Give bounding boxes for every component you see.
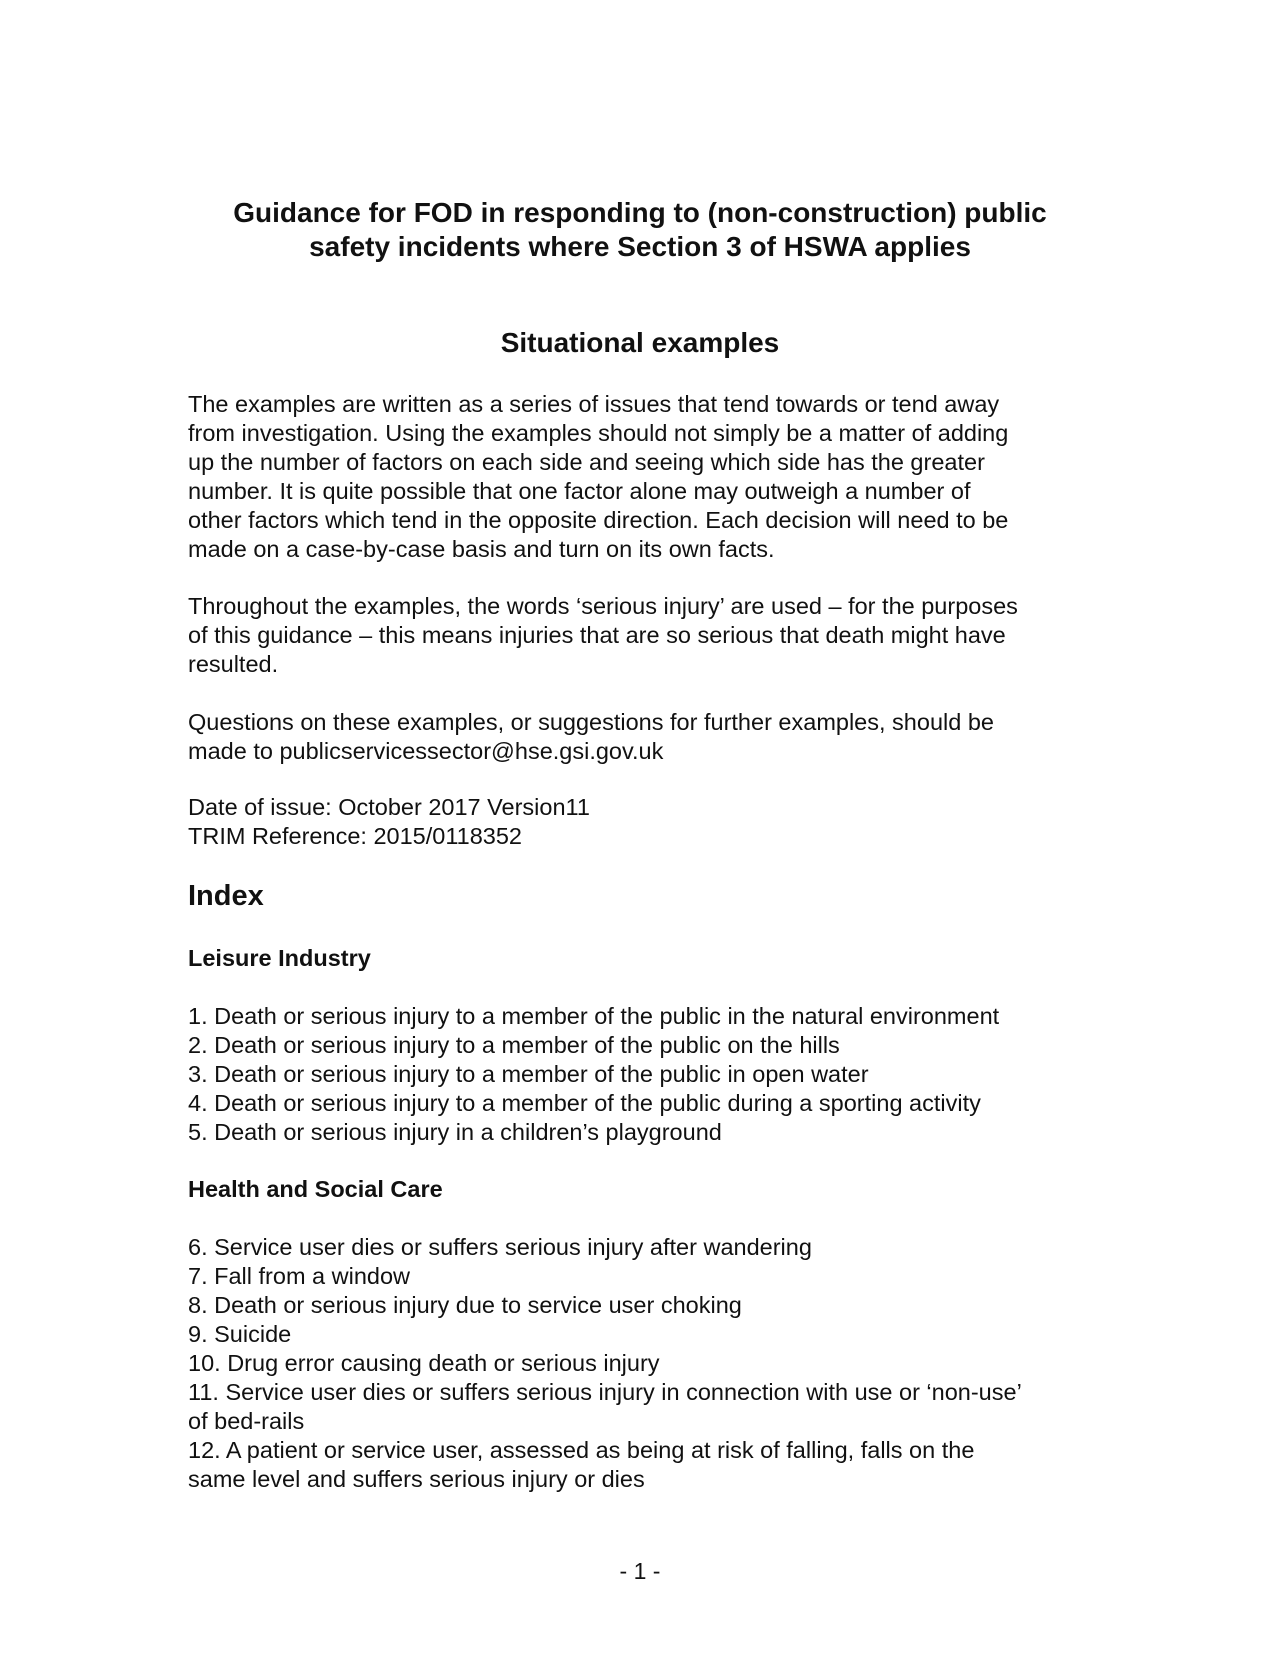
text-line: number. It is quite possible that one factor alone may outweigh a number of (188, 478, 971, 504)
spacer (188, 1204, 1108, 1233)
trim-reference: TRIM Reference: 2015/0118352 (188, 823, 522, 849)
index-item: 7. Fall from a window (188, 1263, 411, 1289)
index-item: same level and suffers serious injury or dies (188, 1466, 645, 1492)
section-heading: Health and Social Care (188, 1176, 443, 1202)
intro-paragraph (188, 390, 1108, 564)
text-line: Throughout the examples, the words ‘serious injury’ are used – for the purposes (188, 593, 1018, 619)
index-item: 12. A patient or service user, assessed as being at risk of falling, falls on the (188, 1437, 975, 1463)
index-item: 10. Drug error causing death or serious injury (188, 1350, 660, 1376)
date-of-issue: Date of issue: October 2017 Version11 (188, 794, 590, 820)
title-line: Guidance for FOD in responding to (non-construction) public (233, 197, 1047, 228)
email-line: made to publicservicessector@hse.gsi.gov.uk (188, 738, 664, 764)
text-line: resulted. (188, 651, 279, 677)
index-item: 6. Service user dies or suffers serious injury after wandering (188, 1234, 812, 1260)
index-item: 4. Death or serious injury to a member of the public during a sporting activity (188, 1090, 981, 1116)
text-line: Questions on these examples, or suggestions for further examples, should be (188, 709, 994, 735)
issue-info (188, 793, 1108, 851)
contact-paragraph (188, 708, 1108, 766)
section-health-social-care (188, 1175, 1108, 1494)
section-heading: Leisure Industry (188, 945, 371, 971)
title-line: safety incidents where Section 3 of HSWA applies (309, 231, 971, 262)
subtitle: Situational examples (500, 327, 780, 358)
document-title (0, 196, 1280, 264)
text-line: from investigation. Using the examples should not simply be a matter of adding (188, 420, 1009, 446)
index-item: 11. Service user dies or suffers serious injury in connection with use or ‘non-use’ (188, 1379, 1022, 1405)
index-item: 2. Death or serious injury to a member of the public on the hills (188, 1032, 840, 1058)
page-number: - 1 - (619, 1558, 661, 1584)
index-item: 3. Death or serious injury to a member of the public in open water (188, 1061, 869, 1087)
spacer (188, 973, 1108, 1002)
index-item: 5. Death or serious injury in a children’s playground (188, 1119, 722, 1145)
index-item: 9. Suicide (188, 1321, 292, 1347)
index-item: of bed-rails (188, 1408, 305, 1434)
section-leisure (188, 944, 1108, 1147)
text-line: of this guidance – this means injuries that are so serious that death might have (188, 622, 1006, 648)
text-line: up the number of factors on each side and seeing which side has the greater (188, 449, 985, 475)
definition-paragraph (188, 592, 1108, 679)
text-line: The examples are written as a series of issues that tend towards or tend away (188, 391, 1000, 417)
text-line: made on a case-by-case basis and turn on its own facts. (188, 536, 775, 562)
index-heading: Index (188, 880, 264, 912)
index-item: 8. Death or serious injury due to service user choking (188, 1292, 742, 1318)
index-item: 1. Death or serious injury to a member of the public in the natural environment (188, 1003, 1000, 1029)
text-line: other factors which tend in the opposite direction. Each decision will need to be (188, 507, 1009, 533)
